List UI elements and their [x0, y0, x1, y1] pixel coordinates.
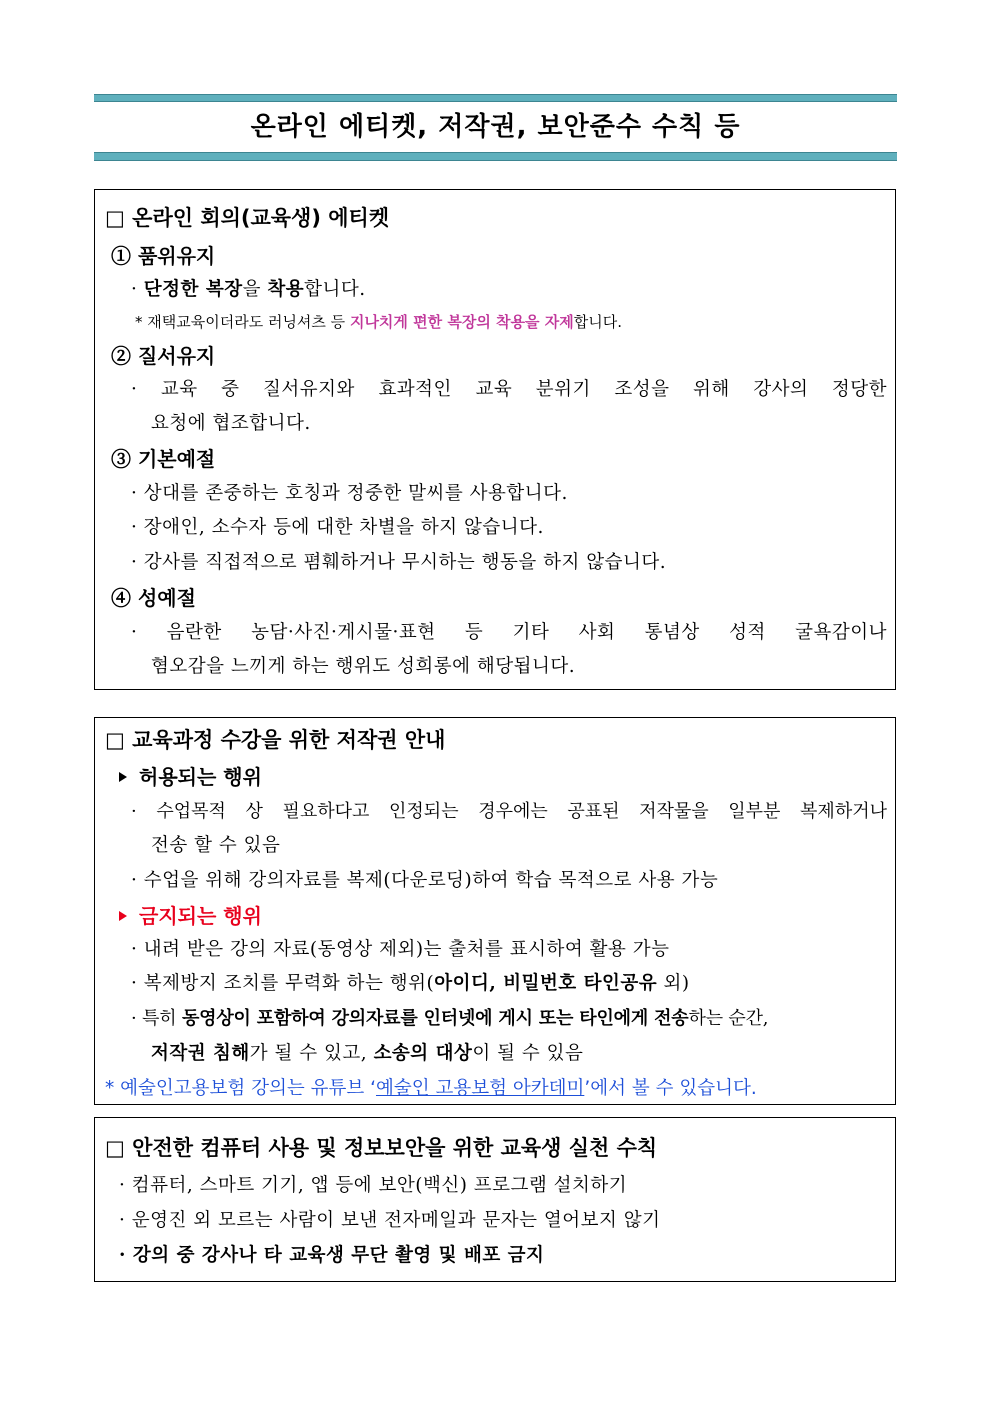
item-line: · 장애인, 소수자 등에 대한 차별을 하지 않습니다.	[131, 517, 544, 538]
triangle-bullet-icon	[119, 911, 127, 921]
item-line: 전송 할 수 있음	[151, 835, 281, 856]
item-line: 혐오감을 느끼게 하는 행위도 성희롱에 해당됩니다.	[151, 656, 576, 677]
section-heading: □ 온라인 회의(교육생) 에티켓	[105, 206, 390, 230]
title-banner	[94, 94, 897, 162]
footnote: * 예술인고용보험 강의는 유튜브 ‘예술인 고용보험 아카데미’에서 볼 수 있습니다.	[105, 1078, 757, 1099]
item-heading: ② 질서유지	[111, 344, 216, 368]
item-line: · 단정한 복장을 착용합니다.	[131, 279, 366, 300]
security-section	[94, 1117, 896, 1282]
item-line: · 상대를 존중하는 호칭과 정중한 말씨를 사용합니다.	[131, 483, 568, 504]
section-heading: □ 교육과정 수강을 위한 저작권 안내	[105, 728, 446, 752]
page-title: 온라인 에티켓, 저작권, 보안준수 수칙 등	[250, 112, 741, 142]
item-line: · 내려 받은 강의 자료(동영상 제외)는 출처를 표시하여 활용 가능	[131, 939, 670, 960]
item-heading: ③ 기본예절	[111, 447, 216, 471]
item-line: · 특히 동영상이 포함하여 강의자료를 인터넷에 게시 또는 타인에게 전송하는 순간,	[131, 1008, 769, 1029]
item-line: · 수업목적 상 필요하다고 인정되는 경우에는 공표된 저작물을 일부분 복제하거나	[131, 801, 887, 822]
item-line: · 강사를 직접적으로 폄훼하거나 무시하는 행동을 하지 않습니다.	[131, 552, 667, 573]
title-top-bar	[94, 94, 897, 102]
allowed-heading: 허용되는 행위	[119, 761, 262, 790]
section-heading: □ 안전한 컴퓨터 사용 및 정보보안을 위한 교육생 실천 수칙	[105, 1136, 658, 1160]
item-line: · 복제방지 조치를 무력화 하는 행위(아이디, 비밀번호 타인공유 외)	[131, 973, 690, 994]
item-heading: ① 품위유지	[111, 244, 216, 268]
item-note: * 재택교육이더라도 러닝셔츠 등 지나치게 편한 복장의 착용을 자제합니다.	[135, 313, 622, 331]
item-line: 저작권 침해가 될 수 있고, 소송의 대상이 될 수 있음	[151, 1043, 584, 1064]
copyright-section	[94, 717, 896, 1105]
item-heading: ④ 성예절	[111, 586, 196, 610]
item-line: · 음란한 농담·사진·게시물·표현 등 기타 사회 통념상 성적 굴욕감이나	[131, 622, 887, 643]
triangle-bullet-icon	[119, 772, 127, 782]
item-line: · 강의 중 강사나 타 교육생 무단 촬영 및 배포 금지	[119, 1245, 545, 1266]
item-line: 요청에 협조합니다.	[151, 413, 311, 434]
item-line: · 운영진 외 모르는 사람이 보낸 전자메일과 문자는 열어보지 않기	[119, 1210, 661, 1231]
title-bottom-bar	[94, 152, 897, 161]
item-line: · 교육 중 질서유지와 효과적인 교육 분위기 조성을 위해 강사의 정당한	[131, 379, 887, 400]
etiquette-section	[94, 189, 896, 690]
forbidden-heading: 금지되는 행위	[119, 900, 262, 929]
youtube-channel-link[interactable]: 예술인 고용보험 아카데미	[375, 1078, 585, 1099]
item-line: · 수업을 위해 강의자료를 복제(다운로딩)하여 학습 목적으로 사용 가능	[131, 870, 719, 891]
item-line: · 컴퓨터, 스마트 기기, 앱 등에 보안(백신) 프로그램 설치하기	[119, 1175, 628, 1196]
